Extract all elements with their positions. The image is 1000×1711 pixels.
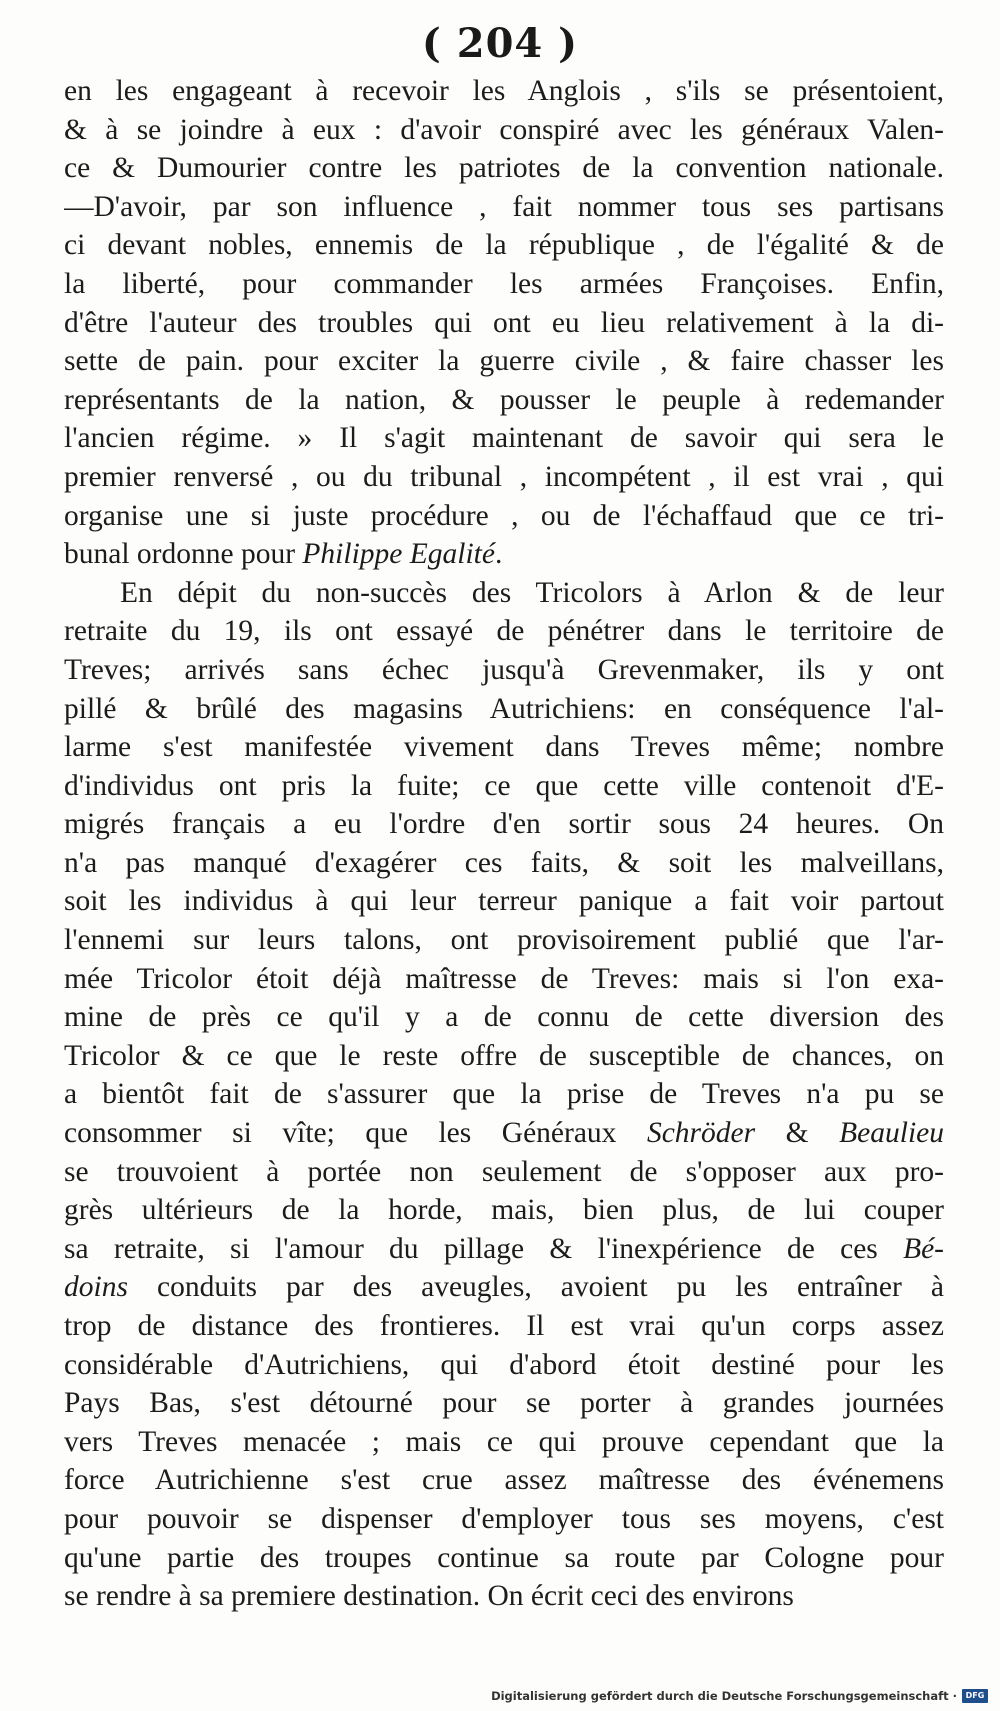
text-line: [64, 381, 944, 420]
text-line: [64, 651, 944, 690]
text-segment: soit les individus à qui leur terreur panique a fait voir partout: [64, 885, 944, 918]
text-line: [64, 921, 944, 960]
text-line: [64, 1307, 944, 1346]
text-line: [64, 844, 944, 883]
text-segment: bunal ordonne pour: [64, 538, 303, 571]
paragraph-2: [64, 574, 944, 1616]
dfg-logo: DFG: [962, 1689, 988, 1703]
text-line: [64, 728, 944, 767]
italic-text: doins: [64, 1271, 128, 1304]
text-segment: consommer si vîte; que les Généraux: [64, 1117, 647, 1150]
text-segment: .: [494, 538, 503, 571]
text-line: [64, 1346, 944, 1385]
text-segment: en les engageant à recevoir les Anglois , s'ils se présentoient,: [64, 75, 944, 107]
text-line: [64, 805, 944, 844]
text-line: [64, 226, 944, 265]
text-line: [64, 458, 944, 497]
text-line: [64, 1384, 944, 1423]
text-segment: En dépit du non-succès des Tricolors à Arlon & de leur: [120, 576, 944, 609]
text-line: [64, 1191, 944, 1230]
text-segment: grès ultérieurs de la horde, mais, bien plus, de lui couper: [64, 1194, 944, 1227]
text-segment: d'individus ont pris la fuite; ce que cette ville contenoit d'E-: [64, 769, 944, 802]
text-line: [64, 304, 944, 343]
text-segment: premier renversé , ou du tribunal , incompétent , il est vrai , qui: [64, 460, 944, 493]
text-line: [64, 1539, 944, 1578]
text-segment: se trouvoient à portée non seulement de s'opposer aux pro-: [64, 1155, 944, 1188]
text-line: [64, 574, 944, 613]
text-segment: vers Treves menacée ; mais ce qui prouve cependant que la: [64, 1425, 944, 1458]
text-segment: & à se joindre à eux : d'avoir conspiré avec les généraux Valen-: [64, 113, 944, 146]
text-line: [64, 419, 944, 458]
text-line: [64, 1577, 944, 1616]
text-line: [64, 535, 944, 574]
text-line: [64, 149, 944, 188]
body-text: [64, 72, 944, 1616]
text-line: [64, 960, 944, 999]
text-segment: force Autrichienne s'est crue assez maîtresse des événemens: [64, 1464, 944, 1497]
text-segment: l'ancien régime. » Il s'agit maintenant de savoir qui sera le: [64, 422, 944, 455]
text-segment: qu'une partie des troupes continue sa route par Cologne pour: [64, 1541, 944, 1574]
text-segment: mine de près ce qu'il y a de connu de cette diversion des: [64, 1001, 944, 1034]
text-line: [64, 998, 944, 1037]
text-line: [64, 497, 944, 536]
text-line: [64, 1075, 944, 1114]
text-segment: &: [755, 1117, 840, 1150]
text-segment: sa retraite, si l'amour du pillage & l'inexpérience de ces: [64, 1232, 904, 1265]
text-line: [64, 1037, 944, 1076]
text-segment: sette de pain. pour exciter la guerre civile , & faire chasser les: [64, 345, 944, 378]
text-line: [64, 1153, 944, 1192]
text-line: [64, 72, 944, 111]
text-segment: Tricolor & ce que le reste offre de susceptible de chances, on: [64, 1039, 944, 1072]
text-segment: Treves; arrivés sans échec jusqu'à Grevenmaker, ils y ont: [64, 653, 944, 686]
text-segment: ci devant nobles, ennemis de la république , de l'égalité & de: [64, 229, 944, 262]
text-line: [64, 111, 944, 150]
text-line: [64, 1268, 944, 1307]
italic-text: Beaulieu: [839, 1117, 944, 1150]
text-segment: migrés français a eu l'ordre d'en sortir sous 24 heures. On: [64, 808, 944, 841]
text-line: [64, 767, 944, 806]
page-number: ( 204 ): [421, 20, 579, 67]
italic-text: Bé-: [903, 1232, 944, 1265]
text-segment: pillé & brûlé des magasins Autrichiens: en conséquence l'al-: [64, 692, 944, 725]
text-segment: conduits par des aveugles, avoient pu les entraîner à: [127, 1271, 944, 1304]
text-segment: représentants de la nation, & pousser le peuple à redemander: [64, 383, 944, 416]
text-line: [64, 342, 944, 381]
text-line: [64, 882, 944, 921]
text-segment: —D'avoir, par son influence , fait nommer tous ses partisans: [64, 190, 944, 223]
text-segment: pour pouvoir se dispenser d'employer tous ses moyens, c'est: [64, 1502, 944, 1535]
text-line: [64, 690, 944, 729]
text-line: [64, 1423, 944, 1462]
text-segment: mée Tricolor étoit déjà maîtresse de Treves: mais si l'on exa-: [64, 962, 944, 995]
text-segment: considérable d'Autrichiens, qui d'abord étoit destiné pour les: [64, 1348, 944, 1381]
text-segment: la liberté, pour commander les armées Françoises. Enfin,: [64, 267, 944, 300]
digitization-footer: [491, 1689, 988, 1703]
text-segment: n'a pas manqué d'exagérer ces faits, & soit les malveillans,: [64, 846, 944, 879]
footer-credit-text: Digitalisierung gefördert durch die Deutsche Forschungsgemeinschaft ·: [491, 1689, 957, 1703]
text-segment: a bientôt fait de s'assurer que la prise de Treves n'a pu se: [64, 1078, 944, 1111]
text-segment: Pays Bas, s'est détourné pour se porter à grandes journées: [64, 1387, 944, 1420]
text-line: [64, 1461, 944, 1500]
text-segment: ce & Dumourier contre les patriotes de la convention nationale.: [64, 152, 944, 185]
text-segment: trop de distance des frontieres. Il est vrai qu'un corps assez: [64, 1310, 944, 1342]
text-segment: retraite du 19, ils ont essayé de pénétrer dans le territoire de: [64, 615, 944, 648]
paragraph-1: [64, 72, 944, 574]
italic-text: Philippe Egalité: [302, 538, 495, 571]
text-line: [64, 1230, 944, 1269]
text-line: [64, 612, 944, 651]
text-segment: se rendre à sa premiere destination. On écrit ceci des environs: [64, 1580, 794, 1613]
text-line: [64, 1500, 944, 1539]
text-line: [64, 188, 944, 227]
text-segment: organise une si juste procédure , ou de l'échaffaud que ce tri-: [64, 499, 944, 532]
text-segment: l'ennemi sur leurs talons, ont provisoirement publié que l'ar-: [64, 924, 944, 957]
text-segment: d'être l'auteur des troubles qui ont eu lieu relativement à la di-: [64, 306, 944, 339]
text-line: [64, 265, 944, 304]
text-line: [64, 1114, 944, 1153]
text-segment: larme s'est manifestée vivement dans Treves même; nombre: [64, 731, 944, 764]
italic-text: Schröder: [646, 1117, 756, 1150]
